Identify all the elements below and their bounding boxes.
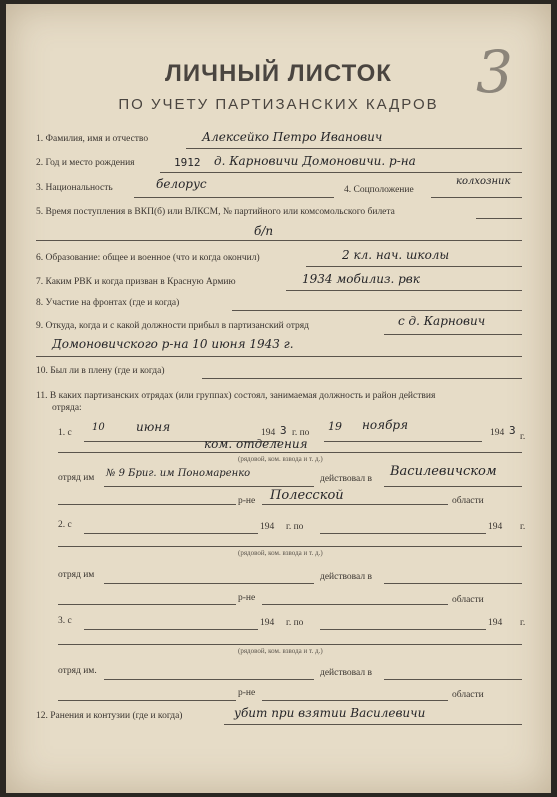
unit-2-from-line xyxy=(84,533,258,534)
field-12-label: 12. Ранения и контузии (где и когда) xyxy=(36,711,183,721)
field-7-line xyxy=(286,290,522,291)
field-1-value: Алексейко Петро Иванович xyxy=(202,130,383,144)
unit-3-to-line xyxy=(320,629,486,630)
field-2-year: 1912 xyxy=(174,156,201,169)
unit-2-number: 2. с xyxy=(58,520,72,530)
field-3-label: 3. Национальность xyxy=(36,183,113,193)
unit-3-year-prefix-from: 194 xyxy=(260,618,275,628)
unit-3-position-line xyxy=(58,644,522,645)
field-5-line-a xyxy=(476,218,522,219)
unit-1-to-label: г. по xyxy=(292,428,310,438)
field-2-place: д. Карновичи Домоновичи. р-на xyxy=(214,154,416,168)
field-3-line xyxy=(134,197,334,198)
unit-3-year-prefix-to: 194 xyxy=(488,618,503,628)
field-4-value: колхозник xyxy=(456,176,511,187)
unit-2-acted-label: действовал в xyxy=(320,572,372,582)
unit-3-oblast-line xyxy=(262,700,448,701)
field-2-label: 2. Год и место рождения xyxy=(36,158,135,168)
unit-3-from-line xyxy=(84,629,258,630)
unit-2-position-line xyxy=(58,546,522,547)
unit-1-rayon-value: Василевичском xyxy=(390,464,497,479)
field-9-value-1: с д. Карнович xyxy=(398,314,486,328)
field-12-line xyxy=(224,724,522,725)
field-1-line xyxy=(186,148,522,149)
unit-2-to-line xyxy=(320,533,486,534)
unit-1-day-to: 19 xyxy=(328,420,342,433)
unit-1-to-line xyxy=(324,441,482,442)
unit-1-month-to: ноября xyxy=(362,418,409,432)
field-3-value: белорус xyxy=(156,177,207,191)
field-9-label: 9. Откуда, когда и с какой должности прибыл в партизанский отряд xyxy=(36,321,309,331)
field-6-value: 2 кл. нач. школы xyxy=(342,248,450,262)
unit-2-acted-line xyxy=(384,583,522,584)
field-8-label: 8. Участие на фронтах (где и когда) xyxy=(36,298,180,308)
field-5-value: б/п xyxy=(254,224,274,238)
unit-1-year-digit-to: 3 xyxy=(509,424,516,437)
unit-3-unit-label: отряд им. xyxy=(58,666,97,676)
unit-3-oblast-label: области xyxy=(452,690,484,700)
unit-3-to-label: г. по xyxy=(286,618,304,628)
field-9-line-a xyxy=(384,334,522,335)
unit-3-acted-label: действовал в xyxy=(320,668,372,678)
unit-1-year-prefix-to: 194 xyxy=(490,428,505,438)
unit-2-oblast-line xyxy=(262,604,448,605)
document-sheet xyxy=(6,4,551,793)
unit-1-oblast-line xyxy=(262,504,448,505)
unit-1-oblast-value: Полесской xyxy=(270,488,344,503)
unit-1-year-prefix-from: 194 xyxy=(261,428,276,438)
unit-3-unit-line xyxy=(104,679,314,680)
form-title: ЛИЧНЫЙ ЛИСТОК xyxy=(165,60,392,87)
unit-1-position-hint: (рядовой, ком. взвода и т. д.) xyxy=(238,455,323,463)
unit-2-oblast-label: области xyxy=(452,595,484,605)
unit-1-rayon-label: р-не xyxy=(238,496,256,506)
field-10-line xyxy=(202,378,522,379)
unit-1-position: ком. отделения xyxy=(204,437,308,451)
unit-1-unit-line xyxy=(104,486,314,487)
field-9-line-b xyxy=(36,356,522,357)
unit-2-year-prefix-to: 194 xyxy=(488,522,503,532)
unit-3-rayon-line xyxy=(58,700,236,701)
unit-2-year-suffix: г. xyxy=(520,522,526,532)
unit-3-number: 3. с xyxy=(58,616,72,626)
unit-2-rayon-line xyxy=(58,604,236,605)
field-9-value-2: Домоновичского р-на 10 июня 1943 г. xyxy=(52,337,294,351)
unit-3-year-suffix: г. xyxy=(520,618,526,628)
page-number: 3 xyxy=(476,38,513,106)
unit-2-unit-line xyxy=(104,583,314,584)
unit-2-position-hint: (рядовой, ком. взвода и т. д.) xyxy=(238,549,323,557)
field-6-line xyxy=(306,266,522,267)
unit-1-oblast-label: области xyxy=(452,496,484,506)
unit-2-unit-label: отряд им xyxy=(58,570,95,580)
unit-1-unit-value: № 9 Бриг. им Пономаренко xyxy=(106,468,251,479)
field-11-label-2: отряда: xyxy=(52,403,82,413)
unit-1-month-from: июня xyxy=(136,420,171,434)
unit-2-to-label: г. по xyxy=(286,522,304,532)
unit-2-year-prefix-from: 194 xyxy=(260,522,275,532)
form-subtitle: ПО УЧЕТУ ПАРТИЗАНСКИХ КАДРОВ xyxy=(118,96,439,113)
unit-1-year-digit-from: 3 xyxy=(280,424,287,437)
unit-3-acted-line xyxy=(384,679,522,680)
unit-1-unit-label: отряд им xyxy=(58,473,95,483)
unit-1-acted-label: действовал в xyxy=(320,474,372,484)
unit-3-position-hint: (рядовой, ком. взвода и т. д.) xyxy=(238,647,323,655)
unit-1-year-suffix: г. xyxy=(520,432,526,442)
field-2-line xyxy=(160,172,522,173)
field-5-label: 5. Время поступления в ВКП(б) или ВЛКСМ, № партийного или комсомольского билета xyxy=(36,207,395,217)
field-6-label: 6. Образование: общее и военное (что и когда окончил) xyxy=(36,253,260,263)
field-12-value: убит при взятии Василевичи xyxy=(234,706,426,720)
unit-1-position-line xyxy=(58,452,522,453)
field-5-line-b xyxy=(36,240,522,241)
field-1-label: 1. Фамилия, имя и отчество xyxy=(36,134,149,144)
field-7-value: 1934 мобилиз. рвк xyxy=(302,272,420,286)
unit-1-day-from: 10 xyxy=(92,422,105,433)
unit-1-rayon-line xyxy=(58,504,236,505)
field-7-label: 7. Каким РВК и когда призван в Красную Армию xyxy=(36,277,236,287)
unit-2-rayon-label: р-не xyxy=(238,593,256,603)
field-4-label: 4. Соцположение xyxy=(344,185,414,195)
field-8-line xyxy=(232,310,522,311)
unit-1-acted-line xyxy=(384,486,522,487)
unit-3-rayon-label: р-не xyxy=(238,688,256,698)
field-11-label: 11. В каких партизанских отрядах (или группах) состоял, занимаемая должность и район действия xyxy=(36,391,436,401)
field-10-label: 10. Был ли в плену (где и когда) xyxy=(36,366,165,376)
unit-1-number: 1. с xyxy=(58,428,72,438)
field-4-line xyxy=(431,197,522,198)
